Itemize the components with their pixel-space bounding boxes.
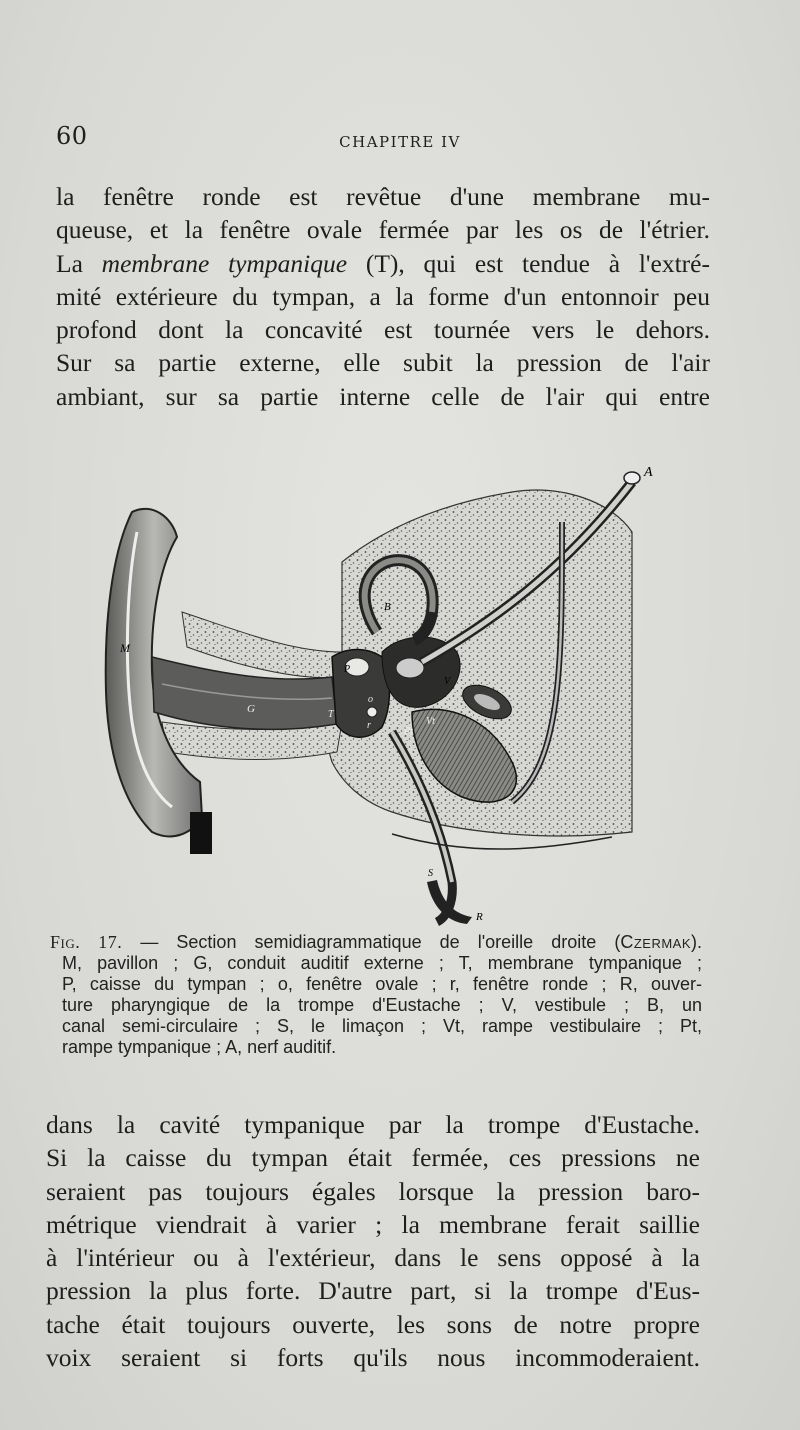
figure-number: Fig. 17.: [50, 932, 123, 952]
caption-line: canal semi-circulaire ; S, le limaçon ; Vt, rampe vestibulaire ; Pt,: [62, 1016, 702, 1036]
label-V: V: [444, 676, 451, 687]
caption-author: Czermak: [620, 932, 691, 952]
caption-line: [50, 932, 702, 953]
label-M: M: [120, 641, 130, 655]
figure-caption: [50, 932, 702, 1058]
label-S: S: [428, 868, 433, 879]
text-line: mité extérieure du tympan, a la forme d'un entonnoir peu: [56, 281, 710, 311]
running-head: CHAPITRE IV: [339, 133, 461, 151]
text-line: la fenêtre ronde est revêtue d'une membrane mu-: [56, 182, 710, 211]
text-fragment: (T): [347, 248, 399, 278]
text-line: seraient pas toujours égales lorsque la pression baro-: [46, 1176, 700, 1206]
text-line: pression la plus forte. D'autre part, si la trompe d'Eus-: [46, 1276, 700, 1306]
text-line: profond dont la concavité est tournée vers le dehors.: [56, 315, 710, 345]
caption-line: ture pharyngique de la trompe d'Eustache ; V, vestibule ; B, un: [62, 995, 702, 1015]
label-r: r: [367, 720, 371, 731]
page-number: 60: [56, 122, 88, 150]
label-A: A: [644, 465, 653, 480]
ear-section-illustration: [92, 462, 672, 932]
text-line: ambiant, sur sa partie interne celle de l'air qui entre: [56, 381, 710, 411]
text-line: voix seraient si forts qu'ils nous incommoderaient.: [46, 1343, 700, 1373]
label-P: P: [344, 664, 351, 675]
emphasis-term: membrane tympanique: [101, 248, 348, 278]
label-B: B: [384, 601, 391, 613]
canal-roof-bone: [182, 612, 352, 678]
pinna-cut: [190, 812, 212, 854]
caption-line: M, pavillon ; G, conduit auditif externe ; T, membrane tympanique ;: [62, 953, 702, 973]
text-line: queuse, et la fenêtre ovale fermée par les os de l'étrier.: [56, 215, 710, 245]
ear-diagram: [92, 462, 672, 932]
label-G: G: [247, 703, 255, 715]
text-line: Si la caisse du tympan était fermée, ces pressions ne: [46, 1143, 700, 1173]
label-T: T: [328, 709, 334, 720]
text-line: à l'intérieur ou à l'extérieur, dans le sens opposé à la: [46, 1243, 700, 1273]
label-Vt: Vt: [426, 716, 435, 727]
caption-fragment: ).: [691, 932, 702, 952]
caption-line: P, caisse du tympan ; o, fenêtre ovale ; r, fenêtre ronde ; R, ouver-: [62, 974, 702, 994]
caption-line: rampe tympanique ; A, nerf auditif.: [62, 1037, 337, 1057]
paragraph-top: [56, 180, 710, 413]
text-fragment: La: [56, 248, 102, 278]
text-line: Sur sa partie externe, elle subit la pression de l'air: [56, 348, 710, 378]
text-fragment: , qui est tendue à l'extré-: [398, 248, 710, 278]
label-o: o: [368, 694, 373, 705]
text-line: dans la cavité tympanique par la trompe d'Eustache.: [46, 1110, 700, 1139]
text-line: [56, 247, 710, 280]
caption-fragment: — Section semidiagrammatique de l'oreille droite (: [122, 932, 621, 952]
text-line: tache était toujours ouverte, les sons de notre propre: [46, 1309, 700, 1339]
label-Pt: Pt: [404, 726, 413, 737]
label-R: R: [476, 911, 483, 923]
paragraph-bottom: [46, 1108, 700, 1374]
text-line: métrique viendrait à varier ; la membrane ferait saillie: [46, 1209, 700, 1239]
